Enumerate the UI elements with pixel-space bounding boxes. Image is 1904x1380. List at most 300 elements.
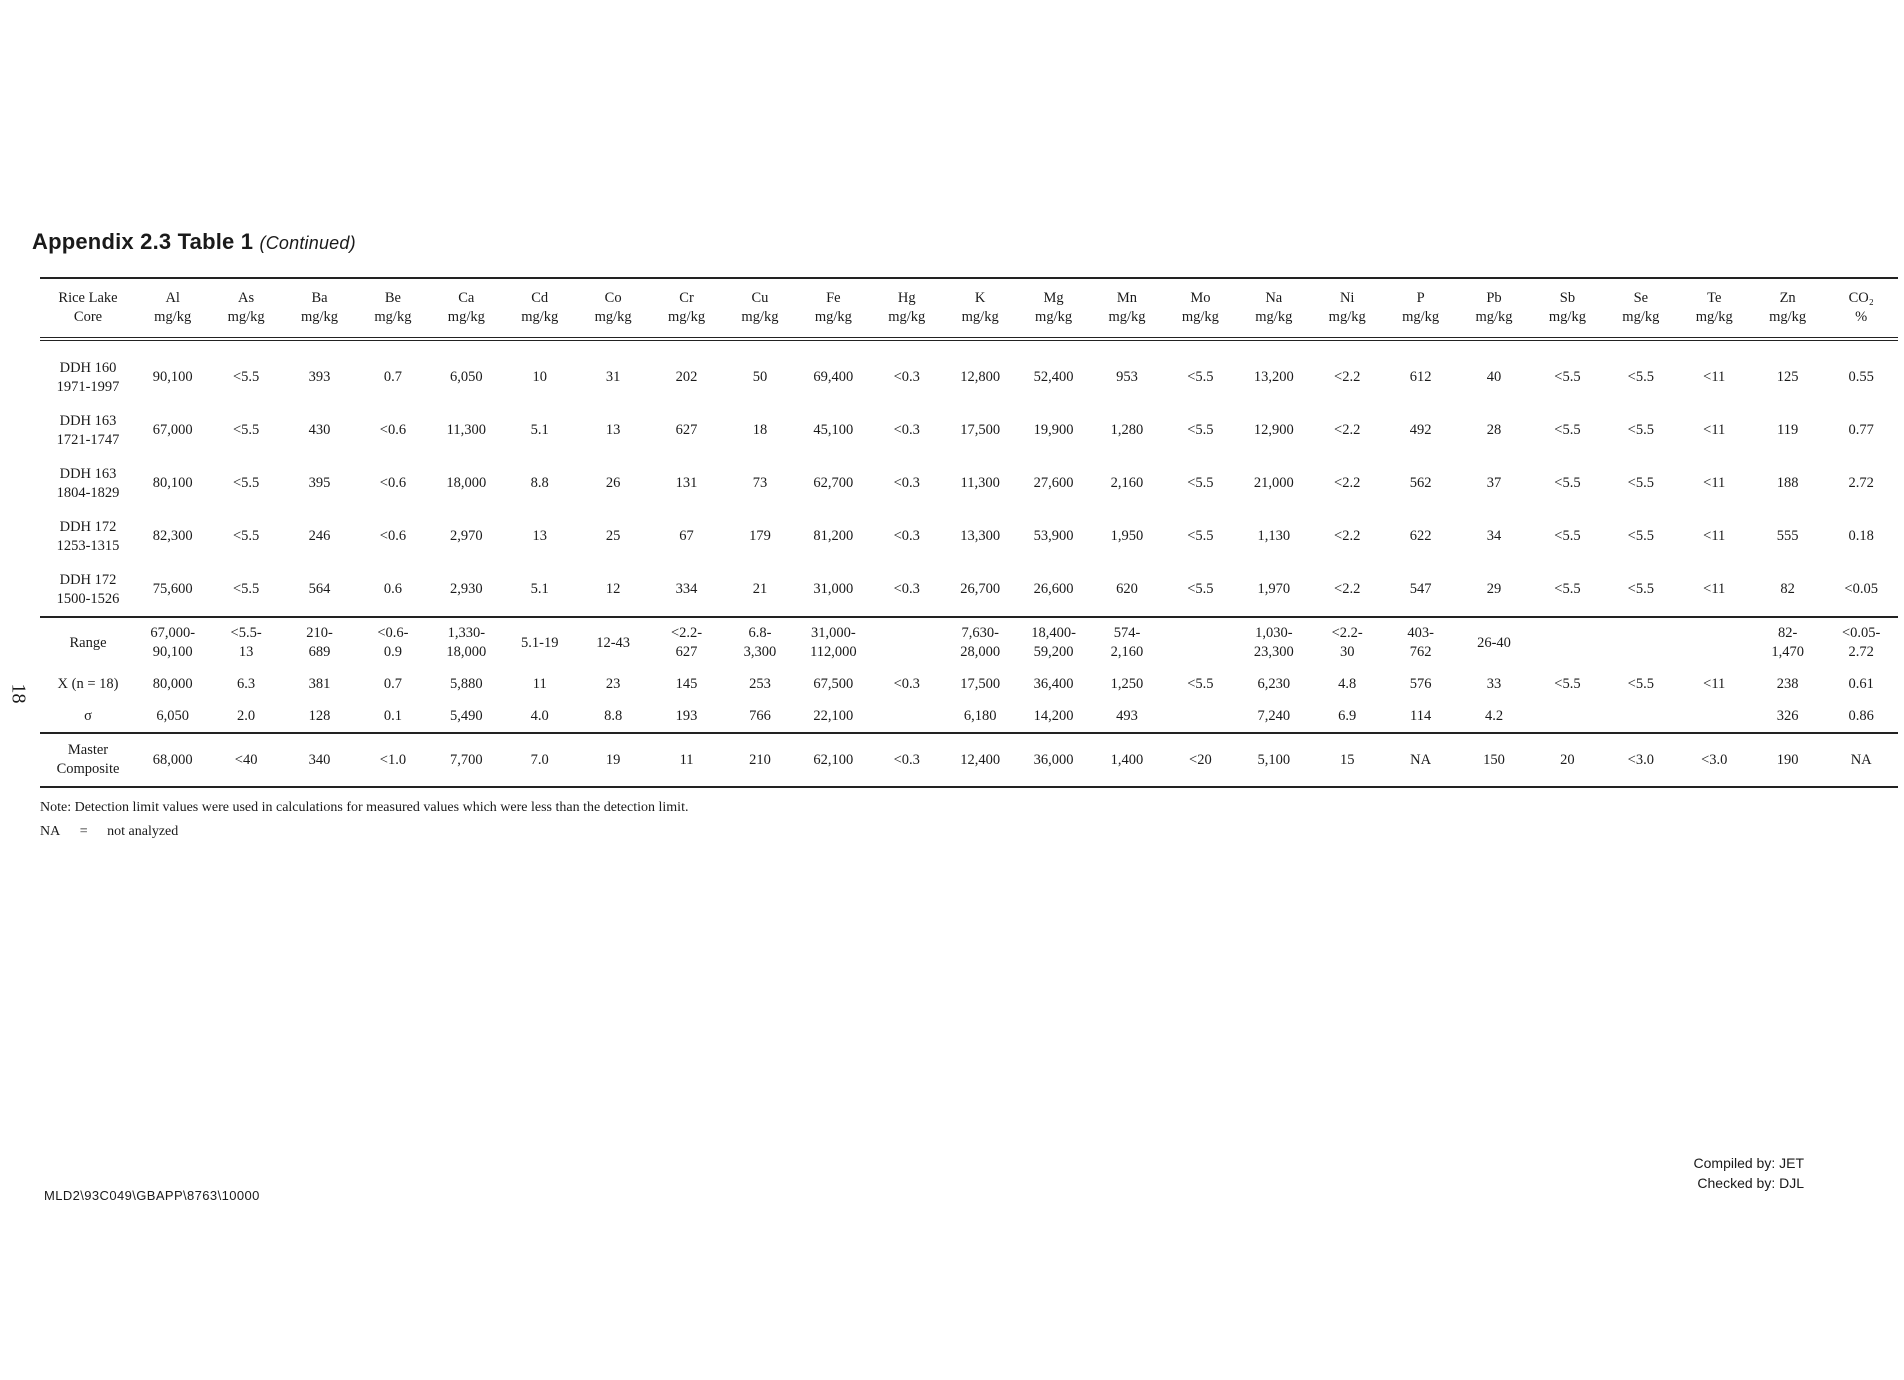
- column-element: Hg: [897, 290, 916, 306]
- table-cell: <0.3: [893, 369, 920, 385]
- table-cell: 13,300: [960, 528, 1001, 544]
- table-cell: 6,050: [450, 369, 483, 385]
- row-label: [40, 563, 136, 617]
- table-cell: 23: [605, 675, 621, 692]
- range-low: 1,330-: [447, 625, 486, 641]
- range-low: <5.5-: [230, 625, 262, 641]
- column-element: Mn: [1116, 290, 1138, 306]
- range-low: 5.1-19: [521, 634, 559, 651]
- data-table: [40, 277, 1898, 788]
- table-cell: 11,300: [960, 475, 1000, 491]
- table-cell: 27,600: [1033, 475, 1074, 491]
- table-cell: <40: [209, 733, 282, 787]
- table-cell: 238: [1776, 675, 1799, 692]
- table-cell: 82: [1780, 581, 1795, 597]
- column-unit: mg/kg: [374, 309, 412, 325]
- table-cell: 1,400: [1090, 733, 1163, 787]
- table-cell: 12,900: [1253, 422, 1294, 438]
- table-cell: [283, 617, 356, 668]
- column-unit: mg/kg: [1548, 309, 1586, 325]
- table-cell: 12,800: [960, 369, 1001, 385]
- table-row: [40, 457, 1898, 510]
- table-cell: 193: [675, 707, 698, 724]
- table-cell: <11: [1703, 528, 1726, 544]
- table-cell: 0.61: [1848, 675, 1874, 692]
- table-cell: 26,600: [1033, 581, 1074, 597]
- table-cell: <5.5: [1554, 581, 1581, 597]
- column-element: Na: [1265, 290, 1283, 306]
- column-unit: mg/kg: [1035, 309, 1073, 325]
- table-cell: 73: [752, 475, 768, 491]
- column-unit: mg/kg: [814, 309, 852, 325]
- table-cell: 150: [1457, 733, 1530, 787]
- range-low: 18,400-: [1031, 625, 1076, 641]
- table-cell: 2,970: [450, 528, 483, 544]
- column-header: [1311, 278, 1384, 339]
- table-cell: 2.72: [1848, 475, 1874, 491]
- table-cell: 31,000: [813, 581, 854, 597]
- table-row: [40, 339, 1898, 404]
- table-cell: 6,230: [1257, 675, 1291, 692]
- column-header: [1678, 278, 1751, 339]
- table-cell: <0.3: [893, 528, 920, 544]
- column-header: [1531, 278, 1604, 339]
- column-element: Al: [165, 290, 180, 306]
- table-cell: <20: [1164, 733, 1237, 787]
- column-unit: mg/kg: [1475, 309, 1513, 325]
- table-cell: <2.2: [1334, 581, 1361, 597]
- table-cell: <5.5: [1627, 422, 1654, 438]
- table-cell: <5.5: [232, 581, 260, 597]
- mean-row: [40, 668, 1898, 700]
- table-row: [40, 563, 1898, 617]
- range-low: 403-: [1407, 625, 1434, 641]
- table-cell: [1457, 617, 1530, 668]
- table-cell: <5.5: [1187, 369, 1214, 385]
- table-cell: 114: [1410, 707, 1432, 724]
- table-cell: 1,250: [1110, 675, 1144, 692]
- table-cell: [1824, 617, 1898, 668]
- table-cell: <5.5: [1187, 528, 1214, 544]
- table-cell: 13: [532, 528, 547, 544]
- table-cell: 8.8: [604, 707, 623, 724]
- table-cell: [870, 617, 943, 668]
- table-cell: 0.1: [383, 707, 402, 724]
- table-cell: 125: [1776, 369, 1799, 385]
- table-cell: <2.2: [1334, 422, 1361, 438]
- table-cell: 1,130: [1257, 528, 1291, 544]
- table-cell: 0.7: [383, 675, 402, 692]
- table-row: [40, 510, 1898, 563]
- table-cell: <5.5: [1627, 369, 1654, 385]
- table-cell: [503, 617, 576, 668]
- table-cell: <11: [1703, 675, 1726, 692]
- table-cell: [1604, 700, 1677, 733]
- table-cell: 21: [752, 581, 768, 597]
- column-header: [1604, 278, 1677, 339]
- table-cell: 36,000: [1017, 733, 1090, 787]
- column-element: Sb: [1559, 290, 1576, 306]
- table-cell: <0.3: [893, 581, 920, 597]
- page-title: [32, 229, 356, 255]
- row-label-line: 1253-1315: [56, 537, 120, 554]
- table-cell: 202: [675, 369, 698, 385]
- table-cell: [136, 617, 209, 668]
- row-label: [40, 510, 136, 563]
- table-cell: <11: [1703, 581, 1726, 597]
- table-cell: 67,000: [152, 422, 193, 438]
- range-high: 0.9: [383, 644, 402, 660]
- column-header: [430, 278, 503, 339]
- table-note: [40, 796, 688, 844]
- table-cell: [1311, 617, 1384, 668]
- column-header: [356, 278, 429, 339]
- table-cell: 0.55: [1848, 369, 1874, 385]
- range-low: 7,630-: [961, 625, 999, 641]
- signoff-block: [1694, 1153, 1804, 1193]
- table-cell: 493: [1116, 707, 1138, 724]
- table-cell: 40: [1486, 369, 1502, 385]
- column-unit: mg/kg: [154, 309, 192, 325]
- statistics-section: [40, 617, 1898, 733]
- column-element: As: [238, 290, 255, 306]
- table-cell: <5.5: [1554, 422, 1581, 438]
- table-cell: 6,180: [963, 707, 997, 724]
- table-cell: 620: [1116, 581, 1138, 597]
- page-number: 18: [7, 683, 30, 704]
- table-cell: 562: [1409, 475, 1432, 491]
- table-cell: 4.2: [1484, 707, 1504, 724]
- table-cell: <5.5: [1187, 475, 1214, 491]
- range-high: 112,000: [810, 644, 857, 660]
- column-unit: mg/kg: [1255, 309, 1293, 325]
- row-label: [40, 339, 136, 404]
- table-cell: 67: [679, 528, 694, 544]
- table-cell: <5.5: [1187, 422, 1214, 438]
- column-unit: mg/kg: [300, 309, 339, 325]
- table-cell: 0.18: [1848, 528, 1874, 544]
- column-unit: mg/kg: [447, 309, 485, 325]
- table-cell: 11: [532, 675, 547, 692]
- row-label-line: 1500-1526: [56, 590, 120, 607]
- row-label-line: DDH 172: [59, 571, 117, 588]
- note-na-definition: [40, 820, 688, 844]
- table-cell: [1678, 700, 1751, 733]
- column-header: [650, 278, 723, 339]
- data-table-container: [40, 277, 1898, 788]
- row-label-line: 1721-1747: [56, 431, 120, 448]
- table-cell: 62,700: [813, 475, 854, 491]
- table-cell: [1237, 617, 1310, 668]
- table-cell: <5.5: [1554, 528, 1581, 544]
- table-cell: <5.5: [232, 475, 260, 491]
- column-header: [576, 278, 649, 339]
- column-element: K: [974, 290, 986, 306]
- table-cell: 6.3: [237, 675, 256, 692]
- table-cell: 19: [576, 733, 649, 787]
- range-low: <0.6-: [377, 625, 409, 641]
- table-cell: 13,200: [1253, 369, 1294, 385]
- table-cell: 953: [1116, 369, 1138, 385]
- table-cell: <11: [1703, 475, 1726, 491]
- column-header: [797, 278, 870, 339]
- table-cell: <0.05: [1844, 581, 1878, 597]
- table-cell: [1090, 617, 1163, 668]
- range-high: 3,300: [743, 644, 777, 660]
- range-low: 12-43: [596, 634, 631, 651]
- range-high: 18,000: [446, 644, 487, 660]
- table-cell: 340: [283, 733, 356, 787]
- table-cell: 4.0: [530, 707, 549, 724]
- table-cell: 188: [1776, 475, 1799, 491]
- table-cell: 1,950: [1110, 528, 1144, 544]
- column-unit: mg/kg: [227, 309, 265, 325]
- column-unit: %: [1855, 309, 1868, 325]
- table-cell: <0.3: [893, 422, 920, 438]
- table-cell: [797, 617, 870, 668]
- table-cell: [430, 617, 503, 668]
- table-cell: [1017, 617, 1090, 668]
- table-cell: <3.0: [1604, 733, 1677, 787]
- table-cell: <11: [1703, 422, 1726, 438]
- table-cell: 210: [723, 733, 796, 787]
- range-high: 2,160: [1110, 644, 1144, 660]
- table-cell: [1531, 700, 1604, 733]
- row-label-line: Composite: [56, 761, 120, 777]
- column-element: Mg: [1043, 290, 1064, 306]
- row-label-line: 1971-1997: [56, 378, 120, 395]
- column-header: [723, 278, 796, 339]
- table-cell: 612: [1409, 369, 1432, 385]
- table-cell: 5,490: [450, 707, 483, 724]
- table-cell: 395: [308, 475, 331, 491]
- column-header: [503, 278, 576, 339]
- table-cell: 0.77: [1848, 422, 1874, 438]
- table-cell: 12,400: [943, 733, 1016, 787]
- column-header: [1384, 278, 1457, 339]
- column-element: Ca: [458, 290, 475, 306]
- table-cell: 246: [308, 528, 331, 544]
- row-label: [40, 733, 136, 787]
- table-cell: <5.5: [1627, 528, 1654, 544]
- table-cell: [1531, 617, 1604, 668]
- table-cell: 131: [675, 475, 698, 491]
- column-header: [870, 278, 943, 339]
- table-cell: 20: [1531, 733, 1604, 787]
- row-label-line: DDH 160: [59, 359, 117, 376]
- table-cell: 8.8: [530, 475, 549, 491]
- column-unit: mg/kg: [1181, 309, 1219, 325]
- range-high: 1,470: [1771, 644, 1804, 660]
- range-low: 26-40: [1477, 634, 1511, 651]
- table-cell: 430: [308, 422, 331, 438]
- column-unit: mg/kg: [741, 309, 779, 325]
- table-cell: 5.1: [530, 581, 549, 597]
- range-high: 90,100: [152, 644, 193, 660]
- column-header: [1751, 278, 1824, 339]
- range-high: 762: [1409, 644, 1432, 660]
- table-cell: 547: [1409, 581, 1432, 597]
- row-label: σ: [84, 707, 92, 724]
- table-cell: 18: [752, 422, 768, 438]
- table-cell: <5.5: [232, 422, 260, 438]
- table-cell: [576, 617, 649, 668]
- table-cell: 12: [605, 581, 621, 597]
- table-cell: 50: [752, 369, 768, 385]
- table-cell: 26: [605, 475, 621, 491]
- sigma-row: [40, 700, 1898, 733]
- na-description: not analyzed: [107, 824, 179, 839]
- na-equals: =: [79, 824, 88, 839]
- table-cell: <3.0: [1678, 733, 1751, 787]
- column-unit: mg/kg: [668, 309, 706, 325]
- column-element: Pb: [1486, 290, 1502, 306]
- table-row: [40, 404, 1898, 457]
- table-cell: <5.5: [1554, 475, 1581, 491]
- table-cell: 33: [1486, 675, 1502, 692]
- column-element: Cr: [679, 290, 694, 306]
- column-element: Te: [1707, 290, 1722, 306]
- column-element: Se: [1633, 290, 1649, 306]
- table-cell: 31: [605, 369, 621, 385]
- column-element: P: [1416, 290, 1425, 306]
- table-cell: 145: [675, 675, 698, 692]
- table-cell: <0.6: [379, 422, 407, 438]
- file-path: MLD2\93C049\GBAPP\8763\10000: [44, 1188, 260, 1203]
- range-low: 31,000-: [811, 625, 856, 641]
- table-cell: 334: [675, 581, 698, 597]
- range-low: 67,000-: [150, 625, 196, 641]
- column-element: Cd: [531, 290, 549, 306]
- column-element: CO₂: [1848, 290, 1874, 306]
- range-high: 28,000: [960, 644, 1001, 660]
- table-cell: 0.6: [383, 581, 402, 597]
- column-unit: mg/kg: [961, 309, 999, 325]
- table-cell: 627: [675, 422, 698, 438]
- table-cell: 81,200: [813, 528, 854, 544]
- table-cell: [1678, 617, 1751, 668]
- range-high: 23,300: [1253, 644, 1294, 660]
- table-cell: 492: [1409, 422, 1432, 438]
- range-low: 82-: [1777, 625, 1798, 641]
- table-cell: <5.5: [232, 528, 260, 544]
- table-cell: 381: [308, 675, 331, 692]
- table-cell: [1384, 617, 1457, 668]
- table-cell: 67,500: [813, 675, 854, 692]
- table-cell: 11: [650, 733, 723, 787]
- table-cell: 6,050: [156, 707, 190, 724]
- table-cell: 564: [308, 581, 331, 597]
- row-label: X (n = 18): [57, 675, 119, 692]
- master-row: [40, 733, 1898, 787]
- table-cell: 25: [605, 528, 621, 544]
- table-cell: 26,700: [960, 581, 1001, 597]
- table-cell: 7,700: [430, 733, 503, 787]
- table-cell: <2.2: [1334, 528, 1361, 544]
- column-header: [943, 278, 1016, 339]
- table-cell: <5.5: [1627, 675, 1654, 692]
- table-cell: 7,240: [1257, 707, 1291, 724]
- column-unit: mg/kg: [1622, 309, 1660, 325]
- table-cell: [650, 617, 723, 668]
- table-cell: 5.1: [530, 422, 549, 438]
- table-cell: 0.7: [383, 369, 402, 385]
- table-cell: <0.6: [379, 528, 407, 544]
- column-unit: mg/kg: [1695, 309, 1733, 325]
- row-label: Range: [40, 617, 136, 668]
- column-element: Co: [604, 290, 622, 306]
- table-cell: NA: [1824, 733, 1898, 787]
- table-cell: 52,400: [1033, 369, 1074, 385]
- table-cell: 17,500: [960, 422, 1001, 438]
- table-cell: 14,200: [1033, 707, 1074, 724]
- table-cell: 2.0: [237, 707, 256, 724]
- table-cell: 622: [1409, 528, 1432, 544]
- table-cell: [1164, 617, 1237, 668]
- table-cell: 45,100: [813, 422, 854, 438]
- row-label-line: DDH 163: [59, 465, 117, 482]
- column-header: [1457, 278, 1530, 339]
- table-cell: 253: [749, 675, 771, 692]
- table-cell: 190: [1751, 733, 1824, 787]
- row-label: [40, 457, 136, 510]
- table-cell: 68,000: [136, 733, 209, 787]
- column-header: [1824, 278, 1898, 339]
- column-element: Ba: [311, 290, 328, 306]
- table-cell: 119: [1777, 422, 1799, 438]
- column-element: Mo: [1190, 290, 1211, 306]
- column-header: [283, 278, 356, 339]
- table-cell: [1751, 617, 1824, 668]
- master-composite-section: [40, 733, 1898, 787]
- table-cell: 18,000: [446, 475, 487, 491]
- table-cell: <11: [1703, 369, 1726, 385]
- column-header: [1164, 278, 1237, 339]
- row-label: [40, 404, 136, 457]
- row-label-line: DDH 163: [59, 412, 117, 429]
- table-cell: 5,100: [1237, 733, 1310, 787]
- range-high: 2.72: [1848, 644, 1874, 660]
- column-unit: mg/kg: [1328, 309, 1366, 325]
- column-unit: mg/kg: [1402, 309, 1440, 325]
- table-cell: 36,400: [1033, 675, 1074, 692]
- table-cell: <5.5: [1554, 675, 1581, 692]
- table-cell: 29: [1486, 581, 1502, 597]
- column-header: [136, 278, 209, 339]
- table-cell: 53,900: [1033, 528, 1074, 544]
- table-cell: 5,880: [450, 675, 483, 692]
- table-cell: 11,300: [446, 422, 486, 438]
- table-cell: 555: [1776, 528, 1799, 544]
- range-high: 689: [308, 644, 331, 660]
- column-element: Be: [384, 290, 401, 306]
- column-header-core: Rice Lake Core: [40, 278, 136, 339]
- range-high: 13: [238, 644, 254, 660]
- table-cell: [723, 617, 796, 668]
- column-header: [209, 278, 282, 339]
- range-row: [40, 617, 1898, 668]
- checked-by: Checked by: DJL: [1697, 1175, 1804, 1191]
- table-cell: 576: [1409, 675, 1432, 692]
- table-cell: 766: [749, 707, 771, 724]
- range-high: 59,200: [1033, 644, 1074, 660]
- table-cell: 2,930: [450, 581, 483, 597]
- table-cell: <0.3: [893, 475, 920, 491]
- title-continued: (Continued): [259, 233, 356, 253]
- table-cell: <5.5: [1554, 369, 1581, 385]
- column-header: [1237, 278, 1310, 339]
- range-low: <2.2-: [1331, 625, 1363, 641]
